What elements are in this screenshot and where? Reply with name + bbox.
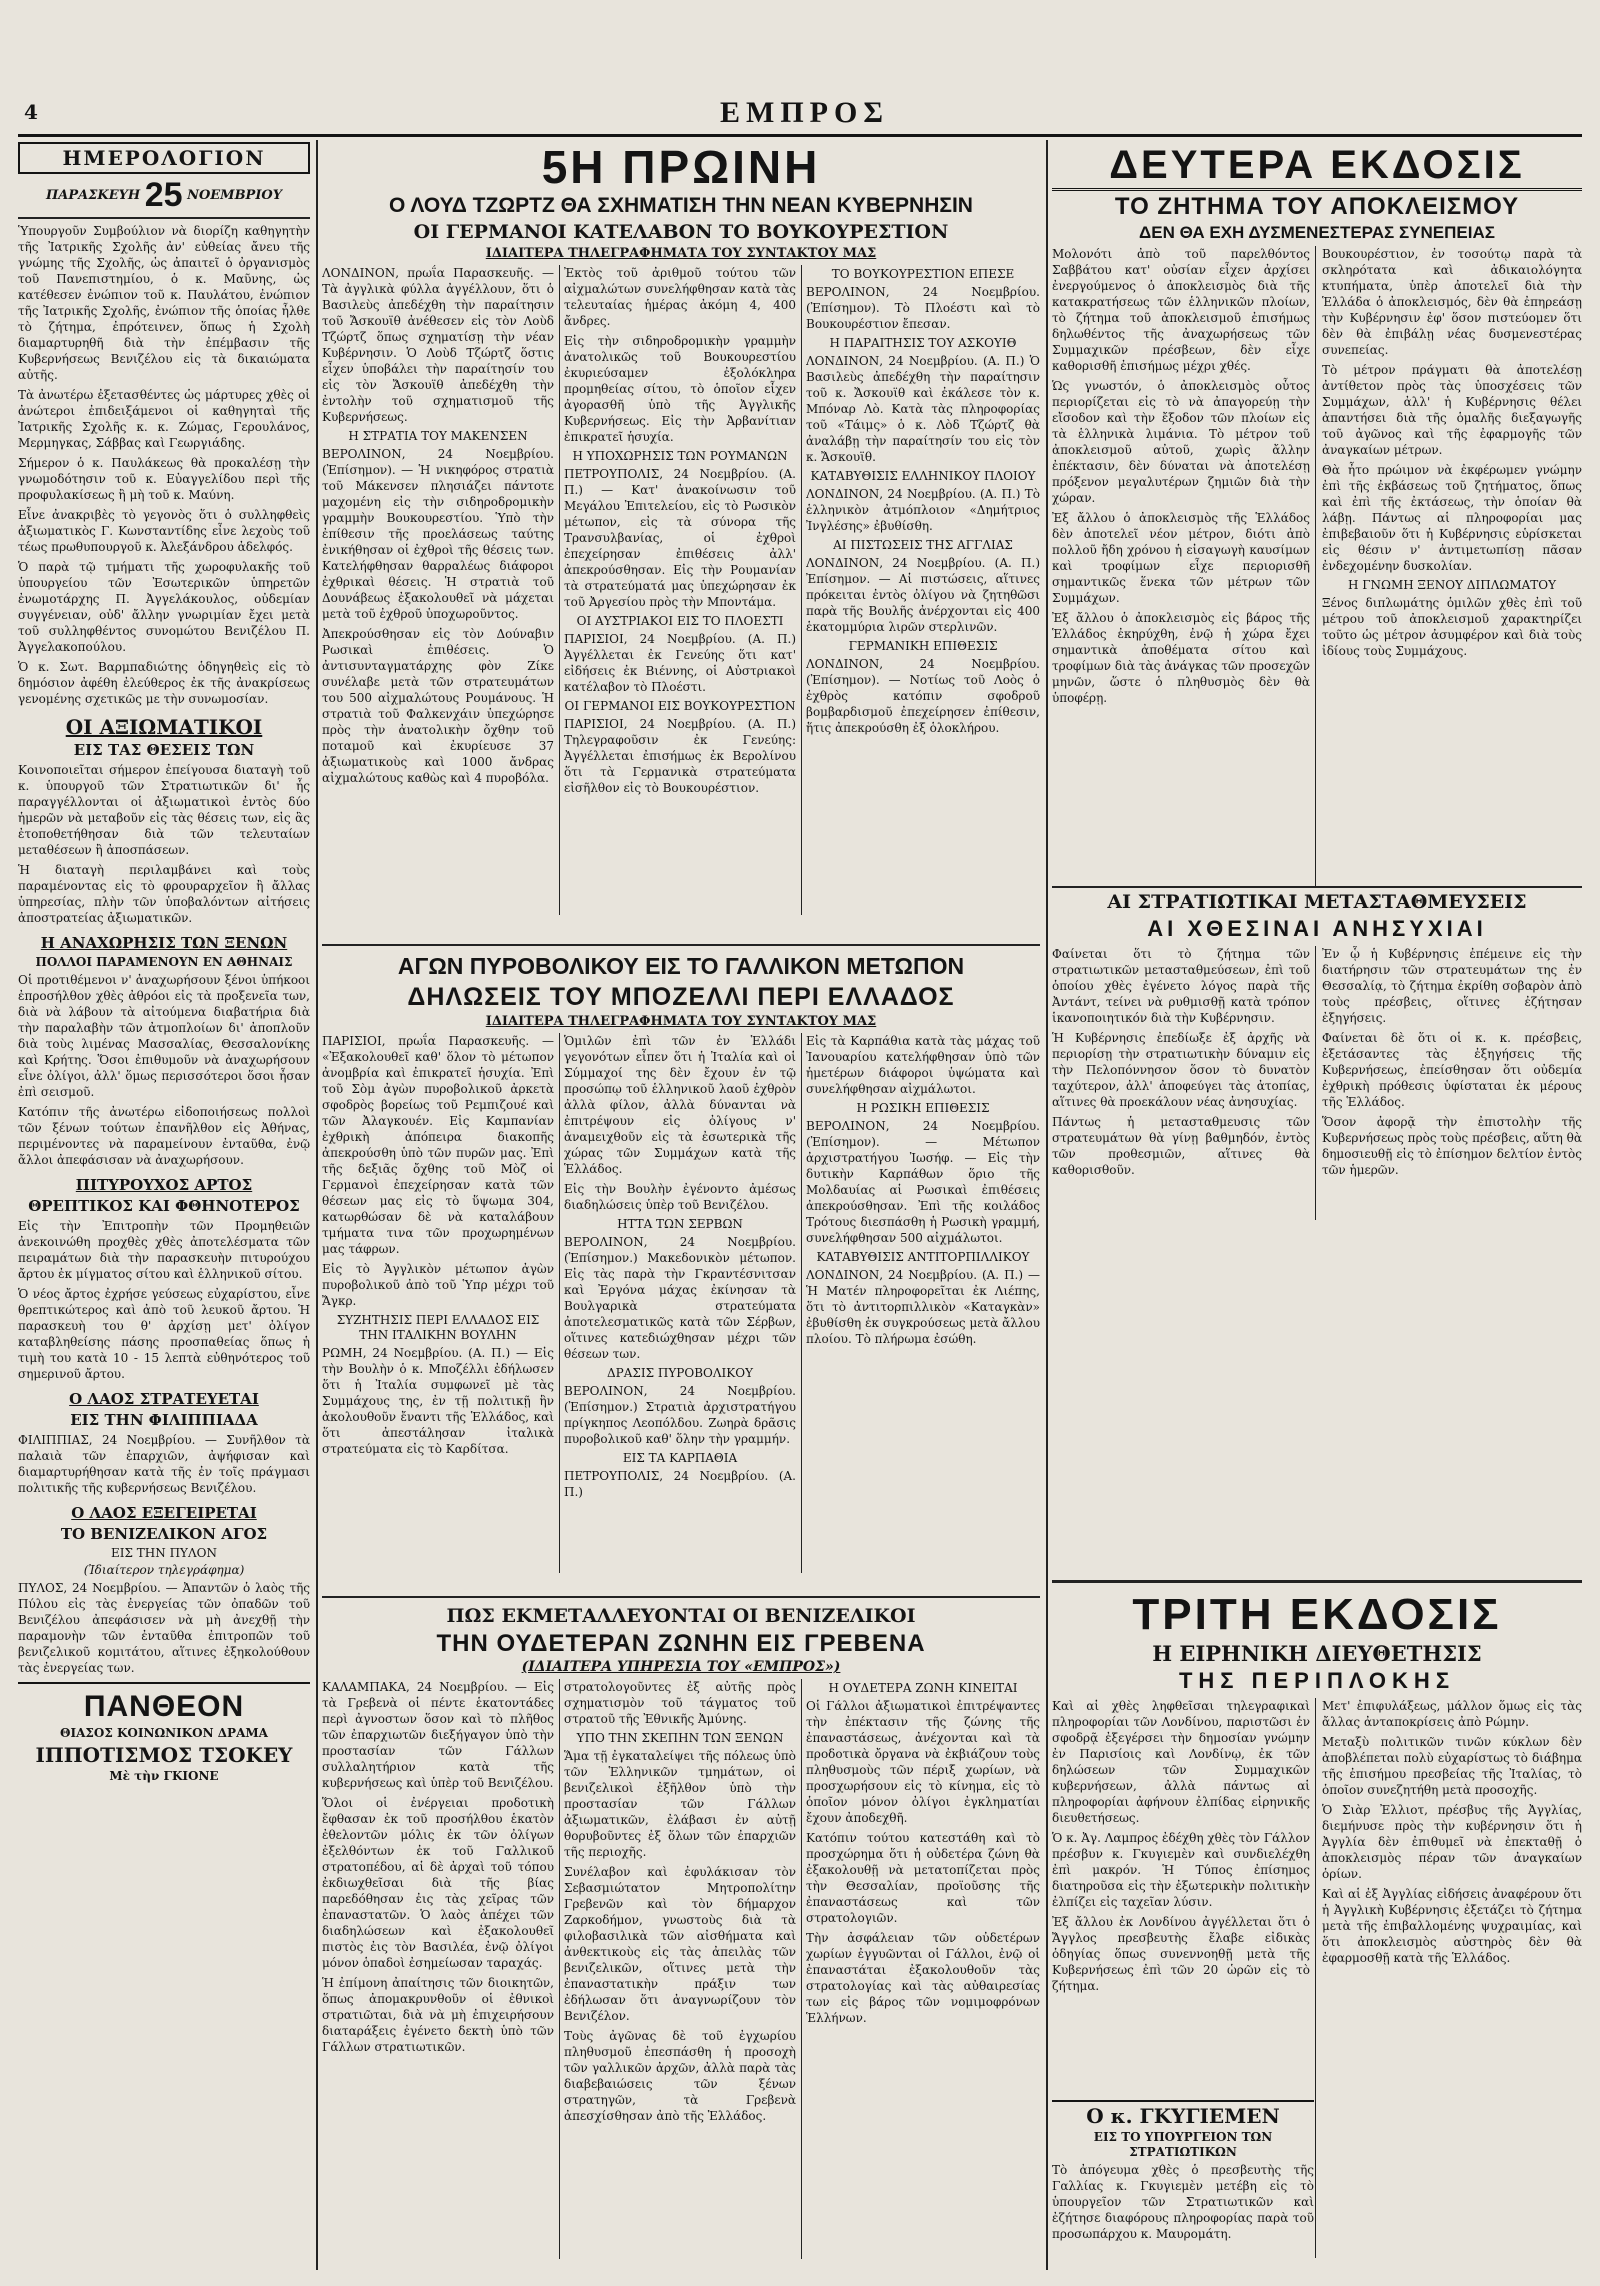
- fifth-edition-section: [322, 140, 1040, 940]
- venizelists-subhead: ΤΗΝ ΟΥΔΕΤΕΡΑΝ ΖΩΝΗΝ ΕΙΣ ΓΡΕΒΕΝΑ: [436, 1630, 926, 1657]
- guillemin-title: Ο κ. ΓΚΥΓΙΕΜΕΝ: [1086, 2104, 1280, 2128]
- third-edition-subhead: ΤΗΣ ΠΕΡΙΠΛΟΚΗΣ: [1178, 1668, 1456, 1693]
- ad-title: ΠΑΝΘΕΟΝ: [83, 1690, 245, 1723]
- movements-subtitle: ΑΙ ΧΘΕΣΙΝΑΙ ΑΝΗΣΥΧΙΑΙ: [1147, 916, 1487, 941]
- ad-line-1: ΘΙΑΣΟΣ ΚΟΙΝΩΝΙΚΟΝ ΔΡΑΜΑ: [60, 1726, 268, 1740]
- article-paragraph: Μολονότι ἀπὸ τοῦ παρελθόντος Σαββάτου κατ' οὐσίαν εἶχεν ἀρχίσει ἐνεργούμενος ὁ ἀποκλεισμὸς διὰ τῆς κατακρατήσεως τῶν ἑλληνικῶν πλοίων, τὸ ζήτημα τοῦ ἀποκλεισμοῦ ἐπισήμως δηλωθέντος τῆς ἀναχωρήσεως τῶν Συμμαχικῶν πρέσβεων, δὲν εἶχε καθορισθῆ ἐπισήμως μέχρι χθές.: [1052, 247, 1310, 373]
- article-paragraph: ΒΕΡΟΛΙΝΟΝ, 24 Νοεμβρίου. (Ἐπίσημον). — Ἡ νικηφόρος στρατιὰ τοῦ Μάκενσεν πλησιάζει πάντοτε μαχομένη εἰς τὴν σιδηροδρομικὴν γραμμὴν Βουκουρεστίου. Ὑπὸ τὴν ἐπίθεσιν τῆς προελάσεως ταύτης ἐνικήθησαν οἱ ἐχθροὶ τῆς θέσεις των. Κατελήφθησαν θαρραλέως διάφοροι ἐχθρικαὶ θέσεις. Ἡ στρατιὰ τοῦ Δουνάβεως ἐξακολουθεῖ νὰ μάχεται μετὰ τοῦ ἐχθροῦ ὑποχωροῦντος.: [322, 447, 554, 621]
- calendar-day: 25: [144, 176, 183, 214]
- top-rule: [18, 134, 1582, 137]
- third-col-2: [1322, 1698, 1582, 2258]
- section-rule: [1052, 886, 1582, 888]
- article-paragraph: Ἐκτὸς τοῦ ἀριθμοῦ τούτου τῶν αἰχμαλώτων συνελήφθησαν κατὰ τὰς τελευταίας ἡμέρας ἀκόμη 4, 400 ἄνδρες.: [564, 266, 796, 328]
- article-paragraph: ΒΕΡΟΛΙΝΟΝ, 24 Νοεμβρίου. (Ἐπίσημον.) Στρατιὰ ἀρχιστρατήγου πρίγκηπος Λεοπόλδου. Ζωηρὰ δρᾶσις πυροβολικοῦ καθ' ὅλην τὴν γραμμήν.: [564, 1384, 796, 1446]
- departures-subtitle: ΠΟΛΛΟΙ ΠΑΡΑΜΕΝΟΥΝ ΕΝ ΑΘΗΝΑΙΣ: [35, 955, 293, 969]
- calendar-title: ΗΜΕΡΟΛΟΓΙΟΝ: [18, 142, 310, 174]
- column-rule: [559, 265, 560, 915]
- section-rule: [322, 1596, 1040, 1598]
- page-number: 4: [24, 100, 38, 124]
- article-paragraph: Οἱ Γάλλοι ἀξιωματικοὶ ἐπιτρέψαντες τὴν ἐπέκτασιν τῆς ζώνης τῆς ἐπαναστάσεως, ἀνέχονται καὶ τὰ προδοτικὰ ὄργανα νὰ ἐκβιάζουν τοὺς πληθυσμοὺς τῶν πέριξ χωρίων, νὰ προσχωρήσουν εἰς τὸ κίνημα, εἰς τὸ ὁποῖον μόνον ὀλίγοι ἐγκληματίαι ἔχουν ἀποδεχθῆ.: [806, 1699, 1040, 1825]
- article-subhead: Η ΣΤΡΑΤΙΑ ΤΟΥ ΜΑΚΕΝΣΕΝ: [348, 429, 528, 443]
- movements-title: ΑΙ ΣΤΡΑΤΙΩΤΙΚΑΙ ΜΕΤΑΣΤΑΘΜΕΥΣΕΙΣ: [1107, 891, 1527, 913]
- article-subhead: ΕΙΣ ΤΑ ΚΑΡΠΑΘΙΑ: [622, 1451, 738, 1465]
- article-paragraph: ΒΕΡΟΛΙΝΟΝ, 24 Νοεμβρίου. (Ἐπίσημον). Τὸ Πλοέστι καὶ τὸ Βουκουρέστιον ἔπεσαν.: [806, 285, 1040, 331]
- article-subhead: ΓΕΡΜΑΝΙΚΗ ΕΠΙΘΕΣΙΣ: [848, 639, 998, 653]
- article-paragraph: Ἅμα τῇ ἐγκαταλείψει τῆς πόλεως ὑπὸ τῶν Ἑλληνικῶν τμημάτων, οἱ βενιζελικοὶ ἐξῆλθον ὑπὸ τὴν προστασίαν τῶν Γάλλων ἀξιωματικῶν, ἐλάβασι ἐν αὐτῇ θορυβοῦντες ἐξ ὅλων τῶν ἐπαρχιῶν τῆς περιοχῆς.: [564, 1749, 796, 1859]
- article-paragraph: ΒΕΡΟΛΙΝΟΝ, 24 Νοεμβρίου. (Ἐπίσημον.) Μακεδονικὸν μέτωπον. Εἰς τὰς παρὰ τὴν Γκραντέσνιτσαν καὶ Ἐργόνα μάχας ἐκίνησαν τὰ Βουλγαρικὰ στρατεύματα ἀποτελεσματικῶς κατὰ τῶν Σέρβων, οἵτινες κατεδιώχθησαν μέχρι τῶν θέσεων των.: [564, 1235, 796, 1361]
- argos-paragraph: ΠΥΛΟΣ, 24 Νοεμβρίου. — Ἀπαντῶν ὁ λαὸς τῆς Πύλου εἰς τὰς ἐνεργείας τῶν ὀπαδῶν τοῦ Βενιζέλου ἀπεφάσισεν νὰ μὴ ἀνεχθῇ τὴν παραμονὴν τῶν ἐνταῦθα ἐπιτροπῶν τοῦ βενιζελικοῦ κομιτάτου, αἵτινες ἐξηκολούθουν τὰς ἐνεργείας των.: [18, 1581, 310, 1675]
- calendar-paragraph: Ὁ κ. Σωτ. Βαρμπαδιώτης ὁδηγηθεὶς εἰς τὸ δημόσιον ἀφέθη ἐλεύθερος ἐκ τῆς ἀνακρίσεως γενομένης σχετικῶς με τὴν συνωμοσίαν.: [18, 660, 310, 706]
- fifth-col-2: [564, 265, 796, 915]
- artillery-col-3: [806, 1033, 1040, 1573]
- third-edition-headline: Η ΕΙΡΗΝΙΚΗ ΔΙΕΥΘΕΤΗΣΙΣ: [1152, 1641, 1482, 1666]
- article-paragraph: ΛΟΝΔΙΝΟΝ, 24 Νοεμβρίου. (Α. Π.) Ὁ Βασιλεὺς ἀπεδέχθη τὴν παραίτησιν τοῦ κ. Ἄσκουϊθ καὶ ἐκάλεσε τὸν κ. Μπόναρ Λὸ. Κατὰ τὰς πληροφορίας τοῦ «Τάιμς» ὁ κ. Λὸδ Τζώρτζ θὰ ἀναλάβῃ τὴν παραίτησίν του εἰς τὸν κ. Ἄσκουϊθ.: [806, 354, 1040, 464]
- article-paragraph: Ὁμιλῶν ἐπὶ τῶν ἐν Ἑλλάδι γεγονότων εἶπεν ὅτι ἡ Ἰταλία καὶ οἱ Σύμμαχοί της δὲν ἔχουν ἐν τῷ προσώπῳ τοῦ ἑλληνικοῦ λαοῦ ἐχθρὸν ἀλλὰ φίλον, ἀλλὰ δύνανται νὰ ἐπιτρέψουν εἰς ὀλίγους ν' ἀναμειχθοῦν εἰς τὰ ἐσωτερικὰ τῆς χώρας τῶν Συμμάχων κατὰ τῆς Ἑλλάδος.: [564, 1034, 796, 1176]
- bread-paragraph: Εἰς τὴν Ἐπιτροπὴν τῶν Προμηθειῶν ἀνεκοινώθη προχθὲς χθὲς ἀποτελέσματα τῶν πειραμάτων διὰ τὴν παρασκευὴν πιτυρούχου ἄρτου ἐκ μίγματος σίτου καὶ ἑλληνικοῦ σίτου.: [18, 1219, 310, 1281]
- second-edition-banner: ΔΕΥΤΕΡΑ ΕΚΔΟΣΙΣ: [1052, 142, 1582, 191]
- article-paragraph: ΠΑΡΙΣΙΟΙ, πρωΐα Παρασκευῆς. — «Ἐξακολουθεῖ καθ' ὅλον τὸ μέτωπον ἀνομβρία καὶ ἐπικρατεῖ ἡσυχία. Ἐπὶ τοῦ Σὸμ ἀγὼν πυροβολικοῦ ἀρκετὰ σφοδρὸς βορείως τοῦ Ρεμπιζουέ καὶ τῶν Ἀλαγκουέν. Εἰς Καμπανίαν ἐχθρικὴ ἀπόπειρα διακοπῆς ἀπεκρούσθη ὑπὸ τῶν πυρῶν μας. Ἐπὶ τῆς δεξιᾶς ὄχθης τοῦ Μὸζ οἱ Γερμανοὶ ἐπεχείρησαν κατὰ τῶν θέσεων μας εἰς τὸ ὕψωμα 304, κατωρθώσαν δὲ νὰ καταλάβουν τμήματα τινα τῶν προχωρημένων μας τάφρων.: [322, 1034, 554, 1256]
- guillemin-subtitle: ΕΙΣ ΤΟ ΥΠΟΥΡΓΕΙΟΝ ΤΩΝ ΣΤΡΑΤΙΩΤΙΚΩΝ: [1093, 2130, 1273, 2159]
- article-paragraph: Εἰς τὴν σιδηροδρομικὴν γραμμὴν ἀνατολικῶς τοῦ Βουκουρεστίου ἐκυριεύσαμεν ἐξολόκληρα προμηθείας σίτου, τὸ ὁποῖον εἶχεν ἀγορασθῆ ὑπὸ τῆς Ἀγγλικῆς Κυβερνήσεως. Εἰς τὴν Ἀρβανίτιαν ἐπικρατεῖ ἡσυχία.: [564, 334, 796, 444]
- officers-paragraph: Κοινοποιεῖται σήμερον ἐπείγουσα διαταγὴ τοῦ κ. ὑπουργοῦ τῶν Στρατιωτικῶν δι' ἧς παραγγέλλονται οἱ ἀξιωματικοὶ ἐντὸς δύο ἡμερῶν νὰ μεταβοῦν εἰς τὰς θέσεις των, εἰς ἃς ἐτοποθετήθησαν διὰ τῶν τελευταίων μεταθέσεων ἢ ἀποσπάσεων.: [18, 763, 310, 857]
- article-subhead: ΗΤΤΑ ΤΩΝ ΣΕΡΒΩΝ: [617, 1217, 743, 1231]
- departures-title: Η ΑΝΑΧΩΡΗΣΙΣ ΤΩΝ ΞΕΝΩΝ: [40, 934, 288, 952]
- article-subhead: ΥΠΟ ΤΗΝ ΣΚΕΠΗΝ ΤΩΝ ΞΕΝΩΝ: [576, 1731, 784, 1745]
- masthead: ΕΜΠΡΟΣ: [720, 96, 889, 129]
- fifth-col-1: [322, 265, 554, 915]
- article-paragraph: Κατόπιν τούτου κατεστάθη καὶ τὸ προσχώρημα ὅτι ἡ οὐδετέρα ζώνη θὰ ἐξακολουθῇ νὰ μετατοπίζεται πρὸς τὴν Θεσσαλίαν, προϊοῦσης τῆς ἐπαναστάσεως καὶ τῶν στρατολογιῶν.: [806, 1831, 1040, 1925]
- article-subhead: ΚΑΤΑΒΥΘΙΣΙΣ ΑΝΤΙΤΟΡΠΙΛΛΙΚΟΥ: [816, 1250, 1030, 1264]
- article-paragraph: ΛΟΝΔΙΝΟΝ, 24 Νοεμβρίου. (Ἐπίσημον). — Νοτίως τοῦ Λοὸς ὁ ἐχθρὸς κατόπιν σφοδροῦ βομβαρδισμοῦ ἐπεχείρησεν ἐπίθεσιν, ἥτις ἀπεκρούσθη ἐξ ὁλοκλήρου.: [806, 657, 1040, 735]
- calendar-date: [18, 176, 310, 215]
- movements-col-1: [1052, 946, 1310, 1220]
- filiatra-subtitle: ΕΙΣ ΤΗΝ ΦΙΛΙΠΠΙΑΔΑ: [70, 1411, 258, 1429]
- article-paragraph: Φαίνεται ὅτι τὸ ζήτημα τῶν στρατιωτικῶν μετασταθμεύσεων, ἐπὶ τοῦ ὁποίου χθὲς ἐγένετο λόγος παρὰ τῆς Ἀντάντ, τείνει νὰ ρυθμισθῇ κατὰ τρόπον ἱκανοποιητικόν διὰ τὴν Κυβέρνησιν.: [1052, 947, 1310, 1025]
- argos-title: Ο ΛΑΟΣ ΕΞΕΓΕΙΡΕΤΑΙ: [71, 1504, 257, 1522]
- divider: [18, 217, 310, 219]
- calendar-paragraph: Ὑπουργοῦν Συμβούλιον νὰ διορίζη καθηγητὴν τῆς Ἰατρικῆς Σχολῆς ἀν' εὐθείας ἄνευ τῆς γνώμης τῆς Σχολῆς, ὡς ἀπαιτεῖ ὁ ὀργανισμὸς τοῦ Πανεπιστημίου, ὁ κ. Μαῦνης, ὡς κατέθεσεν ἐνώπιον τοῦ κ. Παυλάτου, ἐνώπιον τῆς Ἰατρικῆς Σχολῆς, ἐνώπιον τῆς ὁποίας ἦλθε τὸ ζήτημα, ἐπρότεινεν, ὅπως ἡ Σχολὴ διαμαρτυρηθῆ διὰ τὴν ἐπέμβασιν τῆς Κυβερνήσεως Βενιζέλου εἰς τὰ δικαιώματα αὐτῆς.: [18, 224, 310, 382]
- calendar-paragraph: Τὰ ἀνωτέρω ἐξετασθέντες ὡς μάρτυρες χθὲς οἱ ἀνώτεροι ἐπιδειξάμενοι οἱ καθηγηταὶ τῆς Ἰατρικῆς Σχολῆς κ. κ. Ζώμας, Γερουλάνος, Μερμηγκας, Σάββας καὶ Γεωργιάδης.: [18, 388, 310, 450]
- fifth-edition-headline: Ο ΛΟΥΔ ΤΖΩΡΤΖ ΘΑ ΣΧΗΜΑΤΙΣΗ ΤΗΝ ΝΕΑΝ ΚΥΒΕΡΝΗΣΙΝ: [389, 194, 973, 217]
- article-subhead: ΣΥΖΗΤΗΣΙΣ ΠΕΡΙ ΕΛΛΑΔΟΣ ΕΙΣ ΤΗΝ ΙΤΑΛΙΚΗΝ ΒΟΥΛΗΝ: [336, 1313, 540, 1342]
- section-rule: [322, 944, 1040, 946]
- article-paragraph: ΠΑΡΙΣΙΟΙ, 24 Νοεμβρίου. (Α. Π.) Ἀγγέλλεται ἐκ Γενεύης ὅτι κατ' εἰδήσεις ἐκ Βιέννης, οἱ Αὐστριακοὶ κατέλαβον τὸ Πλοέστι.: [564, 632, 796, 694]
- column-rule: [1315, 1698, 1316, 2258]
- article-subhead: Η ΥΠΟΧΩΡΗΣΙΣ ΤΩΝ ΡΟΥΜΑΝΩΝ: [572, 449, 788, 463]
- fifth-col-3: [806, 265, 1040, 915]
- fifth-edition-banner: 5Η ΠΡΩΙΝΗ: [541, 141, 821, 193]
- article-subhead: ΑΙ ΠΙΣΤΩΣΕΙΣ ΤΗΣ ΑΓΓΛΙΑΣ: [833, 538, 1013, 552]
- column-rule: [559, 1679, 560, 2259]
- calendar-paragraph: Ὁ παρὰ τῷ τμήματι τῆς χωροφυλακῆς τοῦ ὑπουργείου τῶν Ἐσωτερικῶν ὑπηρετῶν ἐνωμοτάρχης Π. Ἀγγελάκουλος, οὐδεμίαν συγγένειαν, οὐδ' ἄλλην γνωριμίαν ἔχει μετὰ τοῦ συλληφθέντος συνομώτου Βενιζέλου Π. Ἀγγελακοπούλου.: [18, 560, 310, 654]
- article-paragraph: Καὶ αἱ χθὲς ληφθεῖσαι τηλεγραφικαὶ πληροφορίαι τῶν Λονδίνου, παριστῶσι ἐν σφοδρᾷ ἐξεγέρσει τὴν δημοσίαν γνώμην ἐν Παρισίοις καὶ Λονδίνῳ, ἐκ τῶν δηλώσεων τῶν Συμμαχικῶν κυβερνήσεων, ἀλλὰ πάντως αἱ πληροφορίαι ἀφήνουν ἐλπίδας εἰρηνικῆς διευθετήσεως.: [1052, 1699, 1310, 1825]
- venizelists-section: [322, 1602, 1040, 2270]
- calendar-weekday: ΠΑΡΑΣΚΕΥΗ: [45, 188, 141, 203]
- theatre-ad: [18, 1682, 310, 1784]
- article-subhead: ΟΙ ΓΕΡΜΑΝΟΙ ΕΙΣ ΒΟΥΚΟΥΡΕΣΤΙΟΝ: [564, 699, 796, 713]
- officers-paragraph: Ἡ διαταγὴ περιλαμβάνει καὶ τοὺς παραμένοντας εἰς τὸ φρουραρχεῖον ἢ ἄλλας ὑπηρεσίας, πλὴν τῶν ὑποβαλόντων αἰτήσεις ἀποστρατείας ἀξιωματικῶν.: [18, 863, 310, 925]
- article-subhead: Η ΡΩΣΙΚΗ ΕΠΙΘΕΣΙΣ: [856, 1101, 990, 1115]
- second-col-1: [1052, 246, 1310, 886]
- venizelists-col-2: [564, 1679, 796, 2259]
- guillemin-paragraph: Τὸ ἀπόγευμα χθὲς ὁ πρεσβευτὴς τῆς Γαλλίας κ. Γκυγιεμὲν μετέβη εἰς τὸ ὑπουργεῖον τῶν Στρατιωτικῶν καὶ ἐζήτησε διαφόρους πληροφορίας παρὰ τοῦ προσωπάρχου κ. Μαυρομάτη.: [1052, 2163, 1314, 2241]
- article-paragraph: Καὶ αἱ ἐξ Ἀγγλίας εἰδήσεις ἀναφέρουν ὅτι ἡ Ἀγγλικὴ Κυβέρνησις ἐξετάζει τὸ ζήτημα μετὰ τῆς ἐπιβαλλομένης ψυχραιμίας, καὶ ὅτι ἀποκλεισμὸς αὐστηρὸς δὲν θὰ ἐφαρμοσθῇ κατὰ τῆς Ἑλλάδος.: [1322, 1887, 1582, 1965]
- article-paragraph: Ὁ Σιὰρ Ἐλλιοτ, πρέσβυς τῆς Ἀγγλίας, διεμήνυσε πρὸς τὴν κυβέρνησιν ὅτι ἡ Ἀγγλία δὲν ἐπιθυμεῖ νὰ ἐπεκταθῇ ὁ ἀποκλεισμὸς πέραν τῶν ἀναγκαίων ὁρίων.: [1322, 1803, 1582, 1881]
- article-paragraph: Τὴν ἀσφάλειαν τῶν οὐδετέρων χωρίων ἐγγυῶνται οἱ Γάλλοι, ἐνῷ οἱ ἐπαναστάται ἐξακολουθοῦν τὰς στρατολογίας καὶ τὰς αὐθαιρεσίας των εἰς βάρος τῶν νομιμοφρόνων Ἑλλήνων.: [806, 1931, 1040, 2025]
- column-rule: [316, 140, 318, 2270]
- article-paragraph: ΛΟΝΔΙΝΟΝ, 24 Νοεμβρίου. (Α. Π.) Τὸ ἑλληνικὸν ἀτμόπλοιον «Δημήτριος Ἰνγλέσης» ἐβυθίσθη.: [806, 487, 1040, 533]
- second-edition-section: [1052, 140, 1582, 1220]
- artillery-section: [322, 950, 1040, 1590]
- article-paragraph: ΚΑΛΑΜΠΑΚΑ, 24 Νοεμβρίου. — Εἰς τὰ Γρεβενὰ οἱ πέντε ἑκατοντάδες περὶ ἀγνοστων ὅσον καὶ τὸ πλῆθος τῶν ἐπαρχιωτῶν διεξήγαγον ὑπὸ τὴν προστασίαν τῶν Γάλλων συλλαλητήριον κατὰ τῆς κυβερνήσεως καὶ ὑπὲρ τοῦ Βενιζέλου.: [322, 1680, 554, 1790]
- article-paragraph: Ἐν ᾧ ἡ Κυβέρνησις ἐπέμεινε εἰς τὴν διατήρησιν τῶν στρατευμάτων της ἐν Θεσσαλίᾳ, τὸ ζήτημα ἐκρίθη σοβαρὸν ἀπὸ τοὺς πρέσβεις, οἵτινες ἐζήτησαν ἐξηγήσεις.: [1322, 947, 1582, 1025]
- column-rule: [1315, 246, 1316, 886]
- fifth-edition-subhead: ΟΙ ΓΕΡΜΑΝΟΙ ΚΑΤΕΛΑΒΟΝ ΤΟ ΒΟΥΚΟΥΡΕΣΤΙΟΝ: [413, 221, 949, 243]
- article-paragraph: Ἐξ ἄλλου ὁ ἀποκλεισμὸς τῆς Ἑλλάδος δὲν ἀποτελεῖ νέον μέτρον, διότι ἀπὸ πολλοῦ ἤδη χρόνου ἡ εἰσαγωγὴ καυσίμων καὶ τροφίμων εἶχε περιορισθῆ σημαντικῶς ἕνεκα τῶν μέτρων τῶν Συμμάχων.: [1052, 511, 1310, 605]
- column-rule: [1315, 946, 1316, 1220]
- second-edition-subhead: ΔΕΝ ΘΑ ΕΧΗ ΔΥΣΜΕΝΕΣΤΕΡΑΣ ΣΥΝΕΠΕΙΑΣ: [1139, 223, 1495, 242]
- third-edition-banner: ΤΡΙΤΗ ΕΚΔΟΣΙΣ: [1132, 1590, 1502, 1639]
- article-paragraph: Ὡς γνωστόν, ὁ ἀποκλεισμὸς οὗτος περιορίζεται εἰς τὸ νὰ ἀπαγορεύῃ τὴν εἴσοδον καὶ τὴν ἔξοδον τῶν πλοίων εἰς τὰ ἑλληνικὰ λιμάνια. Τὸ μέτρον τοῦ ἀποκλεισμοῦ αὐτοῦ, χωρὶς ἄλλην ἐπέκτασιν, δὲν δύναται νὰ ἀποτελέσῃ πρόξενον μεγαλυτέρων ζημιῶν διὰ τὴν χώραν.: [1052, 379, 1310, 505]
- guillemin-section: [1052, 2100, 1314, 2270]
- article-paragraph: Εἰς τὸ Ἀγγλικὸν μέτωπον ἀγὼν πυροβολικοῦ ἀπὸ τοῦ Ὑπρ μέχρι τοῦ Ἄγκρ.: [322, 1262, 554, 1308]
- movements-columns: [1052, 946, 1582, 1220]
- fifth-edition-columns: [322, 265, 1040, 915]
- column-rule: [801, 1033, 802, 1573]
- officers-subtitle: ΕΙΣ ΤΑΣ ΘΕΣΕΙΣ ΤΩΝ: [73, 741, 255, 759]
- article-paragraph: Ἐξ ἄλλου ὁ ἀποκλεισμὸς εἰς βάρος τῆς Ἑλλάδος ἐκηρύχθη, ἐνῷ ἡ χώρα ἔχει σημαντικὰ ἀποθέματα σίτου καὶ τροφίμων διὰ τὰς ἀνάγκας τῶν προσεχῶν μηνῶν, ὥστε ὁ πληθυσμὸς δὲν θὰ ὑποφέρῃ.: [1052, 611, 1310, 705]
- calendar-month: ΝΟΕΜΒΡΙΟΥ: [187, 188, 283, 203]
- article-paragraph: Ὅσον ἀφορᾷ τὴν ἐπιστολὴν τῆς Κυβερνήσεως πρὸς τοὺς πρέσβεις, αὕτη θὰ δημοσιευθῇ εἰς τὸ ἐπίσημον δελτίον ἐντὸς τῶν ἡμερῶν.: [1322, 1115, 1582, 1177]
- article-paragraph: Θὰ ἦτο πρώιμον νὰ ἐκφέρωμεν γνώμην ἐπὶ τῆς ἐκβάσεως τοῦ ζητήματος, ὅπως καὶ ἐπὶ τῆς ἐκτάσεως, τὴν ὁποίαν θὰ λάβῃ. Πάντως αἱ πληροφορίαι μας ἐπιβεβαιοῦν ὅτι ἡ Κυβέρνησις εὑρίσκεται εἰς θέσιν ν' ἀντιμετωπίσῃ πᾶσαν ἐνδεχομένην δυσκολίαν.: [1322, 463, 1582, 573]
- argos-subtitle: ΤΟ ΒΕΝΙΖΕΛΙΚΟΝ ΑΓΟΣ: [60, 1525, 268, 1543]
- venizelists-col-1: [322, 1679, 554, 2259]
- article-paragraph: Συνέλαβον καὶ ἐφυλάκισαν τὸν Σεβασμιώτατον Μητροπολίτην Γρεβενῶν καὶ τὸν δήμαρχον Ζαρκοδήμον, γνωστοὺς διὰ τὰ φιλοβασιλικὰ τῶν αἰσθήματα καὶ ἀνθεκτικοὺς εἰς τὰς ἀπειλὰς τῶν βενιζελικῶν, οἵτινες μετὰ τὴν ἐπαναστατικὴν πράξιν των ἐδήλωσαν ὅτι ἀναγνωρίζουν τὸν Βενιζέλον.: [564, 1865, 796, 2023]
- article-subhead: Η ΠΑΡΑΙΤΗΣΙΣ ΤΟΥ ΑΣΚΟΥΙΘ: [829, 336, 1017, 350]
- column-rule: [801, 1679, 802, 2259]
- filiatra-paragraph: ΦΙΛΙΠΠΙΑΣ, 24 Νοεμβρίου. — Συνῆλθον τὰ παλαιὰ τῶν ἐπαρχιῶν, ἀψήφισαν καὶ διαμαρτυρήθησαν κατὰ τῆς ἐν τοῖς πράγμασι πολιτικῆς τῆς κυβερνήσεως Βενιζέλου.: [18, 1433, 310, 1495]
- argos-note: (Ἰδιαίτερον τηλεγράφημα): [83, 1563, 245, 1577]
- article-paragraph: Ξένος διπλωμάτης ὁμιλῶν χθὲς ἐπὶ τοῦ μέτρου τοῦ ἀποκλεισμοῦ χαρακτηρίζει τοῦτο ὡς μέτρον ἀσυμφέρον καὶ διὰ τοὺς ἰδίους τοὺς Συμμάχους.: [1322, 596, 1582, 658]
- movements-col-2: [1322, 946, 1582, 1220]
- article-paragraph: ΛΟΝΔΙΝΟΝ, πρωΐα Παρασκευῆς. — Τὰ ἀγγλικὰ φύλλα ἀγγέλλουν, ὅτι ὁ Βασιλεὺς ἀπεδέχθη τὴν παραίτησιν τοῦ Ἄσκουϊθ ἀνέθεσεν εἰς τὸν Λοὺδ Τζώρτζ ὅπως σχηματίσῃ τὴν νέαν Κυβέρνησιν. Ὁ Λοὺδ Τζώρτζ ὅστις εἶχεν ὑποβάλει τὴν παραίτησίν του εἰς τὸν Ἄσκουϊθ ἀπεδέχθη τὴν ἐντολὴν τοῦ σχηματισμοῦ τῆς Κυβερνήσεως.: [322, 266, 554, 424]
- article-paragraph: Ἐξ ἄλλου ἐκ Λονδίνου ἀγγέλλεται ὅτι ὁ Ἄγγλος πρεσβευτὴς ἔλαβε εἰδικὰς ὁδηγίας ὅπως συνεννοηθῇ μετὰ τῆς Κυβερνήσεως ἐπὶ τῶν 20 ὡρῶν εἰς τὸ ζήτημα.: [1052, 1915, 1310, 1993]
- article-paragraph: Βουκουρέστιον, ἐν τοσούτῳ παρὰ τὰ σκληρότατα καὶ ἀδικαιολόγητα κτυπήματα, ὑπὲρ ἀποτελεῖ διὰ τὴν Ἑλλάδα ὁ ἀποκλεισμός, δὲν θὰ ἐπηρεάσῃ τὴν Κυβέρνησιν ἐφ' ὅσον πιστεύομεν ὅτι δὲν θὰ ἐπιβάλῃ νέας δυσμενεστέρας συνεπείας.: [1322, 247, 1582, 357]
- article-paragraph: ΠΑΡΙΣΙΟΙ, 24 Νοεμβρίου. (Α. Π.) Τηλεγραφοῦσιν ἐκ Γενεύης: Ἀγγέλλεται ἐπισήμως ἐκ Βερολίνου ὅτι τὰ Γερμανικὰ στρατεύματα εἰσῆλθον εἰς τὸ Βουκουρέστιον.: [564, 717, 796, 795]
- departures-paragraph: Οἱ προτιθέμενοι ν' ἀναχωρήσουν ξένοι ὑπήκοοι ἐπροσήλθον χθὲς ἀθρόοι εἰς τὰ προξενεῖα των, διὰ νὰ λάβουν τὰ αἰτούμενα διαβατήρια διὰ τὴν παραλαβὴν τῶν ἀτμοπλοίων δι' ἀποπλοῦν διὰ τοὺς λιμένας Μασσαλίας, Θεσσαλονίκης καὶ Κρήτης. Ὅσοι ἐπιθυμοῦν νὰ ἀναχωρήσουν εἶνε ὀλίγοι, ἀλλ' ὅμως περισσότεροι ὅσοι ἦσαν ἐπὶ σεισμοῦ.: [18, 973, 310, 1099]
- article-subhead: ΔΡΑΣΙΣ ΠΥΡΟΒΟΛΙΚΟΥ: [606, 1366, 753, 1380]
- article-paragraph: ΛΟΝΔΙΝΟΝ, 24 Νοεμβρίου. (Α. Π.) Ἐπίσημον. — Αἱ πιστώσεις, αἵτινες πρόκειται ἐντὸς ὀλίγου νὰ ζητηθῶσι παρὰ τῆς Βουλῆς ἀνέρχονται εἰς 400 ἑκατομμύρια λιρῶν στερλινῶν.: [806, 556, 1040, 634]
- artillery-headline: ΑΓΩΝ ΠΥΡΟΒΟΛΙΚΟΥ ΕΙΣ ΤΟ ΓΑΛΛΙΚΟΝ ΜΕΤΩΠΟΝ: [397, 953, 965, 979]
- ad-line-3: Μὲ τὴν ΓΚΙΟΝΕ: [109, 1769, 219, 1783]
- article-subhead: Η ΓΝΩΜΗ ΞΕΝΟΥ ΔΙΠΛΩΜΑΤΟΥ: [1347, 578, 1557, 592]
- bread-paragraph: Ὁ νέος ἄρτος ἐχρήσε γεύσεως εὐχαρίστου, εἶνε θρεπτικώτερος καὶ ἀπὸ τοῦ λευκοῦ ἄρτου. Ἡ παρασκευὴ του θ' ἀρχίσῃ μετ' ὀλίγον καταβληθείσης πάσης προσπαθείας ὅπως ἡ τιμὴ του κατὰ 10 - 15 λεπτὰ εὐθηνότερος τοῦ σημερινοῦ ἄρτου.: [18, 1287, 310, 1381]
- left-column: [18, 140, 310, 2270]
- article-paragraph: Ὅλοι οἱ ἐνέργειαι προδοτικὴ ἔφθασαν ἐκ τοῦ προσήλθου ἑκατὸν ἐθελοντῶν μόλις ἐκ τῶν ὀλίγων ἐξελθόντων ἐκ τοῦ Γαλλικοῦ στρατοπέδου, αἱ δὲ ἀρχαὶ τοῦ τόπου ἐκδιωχθεῖσαι διὰ τῆς βίας παρεδόθησαν ἐις τὰς χεῖρας τῶν ἐπαναστατῶν. Ὁ λαὸς ἀπέχει τῶν διαδηλώσεων καὶ ἐξακολουθεῖ πιστὸς ἐις τὸν Βασιλέα, ἐνῷ ὀλίγοι μόνον ὁπαδοὶ ἐσημείωσαν ταραχάς.: [322, 1796, 554, 1970]
- argos-dateline: ΕΙΣ ΤΗΝ ΠΥΛΟΝ: [111, 1546, 217, 1560]
- column-rule: [801, 265, 802, 915]
- artillery-columns: [322, 1033, 1040, 1573]
- article-paragraph: Εἰς τὴν Βουλὴν ἐγένοντο ἀμέσως διαδηλώσεις ὑπὲρ τοῦ Βενιζέλου.: [564, 1182, 796, 1212]
- article-paragraph: Εἰς τὰ Καρπάθια κατὰ τὰς μάχας τοῦ Ἰανουαρίου κατελήφθησαν ὑπὸ τῶν ἡμετέρων διάφοροι ὑψώματα καὶ συνελήφθησαν αἰχμάλωτοι.: [806, 1034, 1040, 1096]
- article-subhead: ΤΟ ΒΟΥΚΟΥΡΕΣΤΙΟΝ ΕΠΕΣΕ: [831, 267, 1015, 281]
- officers-title: ΟΙ ΑΞΙΩΜΑΤΙΚΟΙ: [65, 715, 263, 739]
- column-rule: [1046, 140, 1048, 2270]
- section-rule: [1052, 1580, 1582, 1583]
- artillery-kicker: ΙΔΙΑΙΤΕΡΑ ΤΗΛΕΓΡΑΦΗΜΑΤΑ ΤΟΥ ΣΥΝΤΑΚΤΟΥ ΜΑΣ: [485, 1014, 877, 1029]
- article-paragraph: στρατολογοῦντες ἐξ αὐτῆς πρὸς σχηματισμὸν τοῦ τάγματος τοῦ στρατοῦ τῆς Ἐθνικῆς Ἀμύνης.: [564, 1680, 796, 1726]
- artillery-col-2: [564, 1033, 796, 1573]
- article-paragraph: Ἀπεκρούσθησαν εἰς τὸν Δούναβιν Ρωσικαὶ ἐπιθέσεις. Ὁ ἀντισυνταγματάρχης φὸν Ζίκε συνέλαβε μετὰ τῶν στρατευμάτων του 500 αἰχμαλώτους Ρουμάνους. Ἡ στρατιὰ τοῦ Φαλκενχάιν ὑπεχώρησε πρὸς τὴν ἀνατολικὴν ὄχθην τοῦ ποταμοῦ καὶ ἐκυρίευσε 37 ἀξιωματικοὺς καὶ 1000 ἄνδρας αἰχμαλώτους καθὼς καὶ 4 πυροβόλα.: [322, 627, 554, 785]
- bread-title: ΠΙΤΥΡΟΥΧΟΣ ΑΡΤΟΣ: [75, 1176, 253, 1194]
- artillery-subhead: ΔΗΛΩΣΕΙΣ ΤΟΥ ΜΠΟΖΕΛΛΙ ΠΕΡΙ ΕΛΛΑΔΟΣ: [407, 983, 955, 1011]
- article-paragraph: Ὁ κ. Ἀγ. Λαμπρος ἐδέχθη χθὲς τὸν Γάλλον πρέσβυν κ. Γκυγιεμὲν καὶ συνδιελέχθη ἐπὶ μακρόν. Ἡ Τύπος ἐπίσημος διατηροῦσα εἰς τὴν ἐξωτερικὴν πολιτικὴν ἐλπίζει εἰς ταχεῖαν λύσιν.: [1052, 1831, 1310, 1909]
- ad-line-2: ΙΠΠΟΤΙΣΜΟΣ ΤΣΟΚΕΥ: [35, 1743, 293, 1767]
- article-paragraph: Ἡ Κυβέρνησις ἐπεδίωξε ἐξ ἀρχῆς νὰ περιορίσῃ τὴν στρατιωτικὴν δύναμιν εἰς τὴν Πελοπόννησον ὅσον τὸ δυνατὸν ταχύτερον, ἀλλ' ἀποφεύγει τὰς ἀτοπίας, αἵτινες θὰ προεκάλουν νέας ἀνησυχίας.: [1052, 1031, 1310, 1109]
- venizelists-col-3: [806, 1679, 1040, 2259]
- calendar-paragraph: Εἶνε ἀνακριβὲς τὸ γεγονὸς ὅτι ὁ συλληφθεὶς ἀξιωματικὸς Γ. Κωνσταντίδης εἶνε λεχοὺς τοῦ τέως πρωθυπουργοῦ κ. Ἀλεξάνδρου ἀδελφός.: [18, 508, 310, 554]
- venizelists-kicker: (ΙΔΙΑΙΤΕΡΑ ΥΠΗΡΕΣΙΑ ΤΟΥ «ΕΜΠΡΟΣ»): [521, 1659, 841, 1675]
- article-paragraph: Ἡ ἐπίμονη ἀπαίτησις τῶν διοικητῶν, ὅπως ἀπομακρυνθοῦν οἱ ἐθνικοὶ στρατιῶται, διὰ νὰ μὴ ἐπιχειρήσουν διαταράξεις ἐγένετο δεκτὴ ὑπὸ τῶν Γάλλων στρατιωτικῶν.: [322, 1976, 554, 2054]
- second-edition-columns: [1052, 246, 1582, 886]
- article-paragraph: ΛΟΝΔΙΝΟΝ, 24 Νοεμβρίου. (Α. Π.) — Ἡ Ματέν πληροφορεῖται ἐκ Λιέπης, ὅτι τὸ ἀντιτορπιλλικὸν «Καταγκὰν» ἐβυθίσθη ἐκ συγκρούσεως μετὰ ἄλλου πλοίου. Τὸ πλήρωμα ἐσώθη.: [806, 1268, 1040, 1346]
- article-paragraph: Μετ' ἐπιφυλάξεως, μάλλον ὅμως εἰς τὰς ἄλλας ἀνταποκρίσεις ἀπὸ Ρώμην.: [1322, 1699, 1582, 1729]
- second-edition-headline: ΤΟ ΖΗΤΗΜΑ ΤΟΥ ΑΠΟΚΛΕΙΣΜΟΥ: [1114, 193, 1520, 220]
- column-rule: [559, 1033, 560, 1573]
- bread-subtitle: ΘΡΕΠΤΙΚΟΣ ΚΑΙ ΦΘΗΝΟΤΕΡΟΣ: [28, 1197, 300, 1215]
- article-paragraph: ΠΕΤΡΟΥΠΟΛΙΣ, 24 Νοεμβρίου. (Α. Π.) — Κατ' ἀνακοίνωσιν τοῦ Μεγάλου Ἐπιτελείου, εἰς τὸ Ρωσικὸν μέτωπον, εἰς τὰ σύνορα τῆς Τρανσυλβανίας, οἱ ἐχθροὶ ἐπεχείρησαν ἐπιθέσεις ἀλλ' ἀπεκρούσθησαν. Εἰς τὴν Ρουμανίαν τὰ στρατεύματά μας ὑπεχώρησαν ἐκ τοῦ Ἀργεσίου πρὸς τὴν Μποντάμα.: [564, 467, 796, 609]
- article-subhead: ΟΙ ΑΥΣΤΡΙΑΚΟΙ ΕΙΣ ΤΟ ΠΛΟΕΣΤΙ: [576, 614, 784, 628]
- venizelists-columns: [322, 1679, 1040, 2259]
- artillery-col-1: [322, 1033, 554, 1573]
- calendar-paragraph: Σήμερον ὁ κ. Παυλάκεως θὰ προκαλέσῃ τὴν γνωμοδότησιν τοῦ κ. Εὐαγγελίδου περὶ τῆς προφυλακίσεως ἢ μὴ τοῦ κ. Μαύνη.: [18, 456, 310, 502]
- article-paragraph: ΠΕΤΡΟΥΠΟΛΙΣ, 24 Νοεμβρίου. (Α. Π.): [564, 1469, 796, 1499]
- article-paragraph: Φαίνεται δὲ ὅτι οἱ κ. κ. πρέσβεις, ἐξετάσαντες τὰς ἐξηγήσεις τῆς Κυβερνήσεως, ἐπείσθησαν ὅτι οὐδεμία ἐχθρικὴ πρόθεσις ὑφίσταται ἐκ μέρους τῆς Ἑλλάδος.: [1322, 1031, 1582, 1109]
- article-subhead: Η ΟΥΔΕΤΕΡΑ ΖΩΝΗ ΚΙΝΕΙΤΑΙ: [828, 1681, 1018, 1695]
- venizelists-headline: ΠΩΣ ΕΚΜΕΤΑΛΛΕΥΟΝΤΑΙ ΟΙ ΒΕΝΙΖΕΛΙΚΟΙ: [446, 1605, 916, 1627]
- article-paragraph: ΡΩΜΗ, 24 Νοεμβρίου. (Α. Π.) — Εἰς τὴν Βουλὴν ὁ κ. Μποζέλλι ἐδήλωσεν ὅτι ἡ Ἰταλία συμφωνεῖ μὲ τὰς Συμμάχους της, ἐν τῇ πολιτικῇ ἣν ἀκολουθοῦν ἔναντι τῆς Ἑλλάδος, καὶ ὅτι ἀπεστάλησαν ἰταλικὰ στρατεύματα εἰς τὸ Καρδίτσα.: [322, 1346, 554, 1456]
- filiatra-title: Ο ΛΑΟΣ ΣΤΡΑΤΕΥΕΤΑΙ: [69, 1390, 259, 1408]
- article-paragraph: Μεταξὺ πολιτικῶν τινῶν κύκλων δὲν ἀποβλέπεται πολὺ εὐχαρίστως τὸ διάβημα τῆς ἐπισήμου πρεσβείας τῆς Ἰταλίας, τὸ ὁποῖον συνεζητήθη μετὰ προσοχῆς.: [1322, 1735, 1582, 1797]
- article-paragraph: Πάντως ἡ μετασταθμευσις τῶν στρατευμάτων θὰ γίνῃ βαθμηδόν, ἐντὸς τῶν προθεσμιῶν, αἵτινες θὰ καθορισθοῦν.: [1052, 1115, 1310, 1177]
- article-paragraph: ΒΕΡΟΛΙΝΟΝ, 24 Νοεμβρίου. (Ἐπίσημον). — Μέτωπον ἀρχιστρατήγου Ἰωσήφ. — Εἰς τὴν δυτικὴν Καρπάθων ὅριο τῆς Μολδαυίας αἱ Ρωσικαὶ ἐπιθέσεις ἀπεκρούσθησαν. Ἐπὶ τῆς κοιλάδος Τρότους διεσπάσθη ἡ Ρωσικὴ γραμμή, συνελήφθησαν 500 αἰχμάλωτοι.: [806, 1119, 1040, 1245]
- departures-paragraph: Κατόπιν τῆς ἀνωτέρω εἰδοποιήσεως πολλοὶ τῶν ξένων τούτων ἐπανῆλθον εἰς Ἀθήνας, περιμένοντες νὰ παραμείνουν ἐνταῦθα, ἐνῷ ἄλλοι ἀπεφάσισαν νὰ ἀναχωρήσουν.: [18, 1105, 310, 1167]
- second-col-2: [1322, 246, 1582, 886]
- article-paragraph: Τοὺς ἀγῶνας δὲ τοῦ ἐγχωρίου πληθυσμοῦ ἐπεσπάσθη ἡ προσοχὴ τῶν γαλλικῶν ἀρχῶν, ἀλλὰ παρὰ τὰς διαβεβαιώσεις τῶν ξένων στρατηγῶν, τὰ Γρεβενὰ ἀπεσχίσθησαν ἀπὸ τῆς Ἑλλάδος.: [564, 2029, 796, 2123]
- article-subhead: ΚΑΤΑΒΥΘΙΣΙΣ ΕΛΛΗΝΙΚΟΥ ΠΛΟΙΟΥ: [810, 469, 1036, 483]
- fifth-edition-kicker: ΙΔΙΑΙΤΕΡΑ ΤΗΛΕΓΡΑΦΗΜΑΤΑ ΤΟΥ ΣΥΝΤΑΚΤΟΥ ΜΑΣ: [485, 246, 877, 261]
- article-paragraph: Τὸ μέτρον πράγματι θὰ ἀποτελέσῃ ἀντίθετον πρὸς τὰς ὑποσχέσεις τῶν Συμμάχων, ἀλλ' ἡ Κυβέρνησις θέλει ἀπαντήσει διὰ τῆς ὁμαλῆς διεξαγωγῆς τοῦ ἀγῶνος καὶ τῆς ἐφαρμογῆς τῶν ἀναγκαίων μέτρων.: [1322, 363, 1582, 457]
